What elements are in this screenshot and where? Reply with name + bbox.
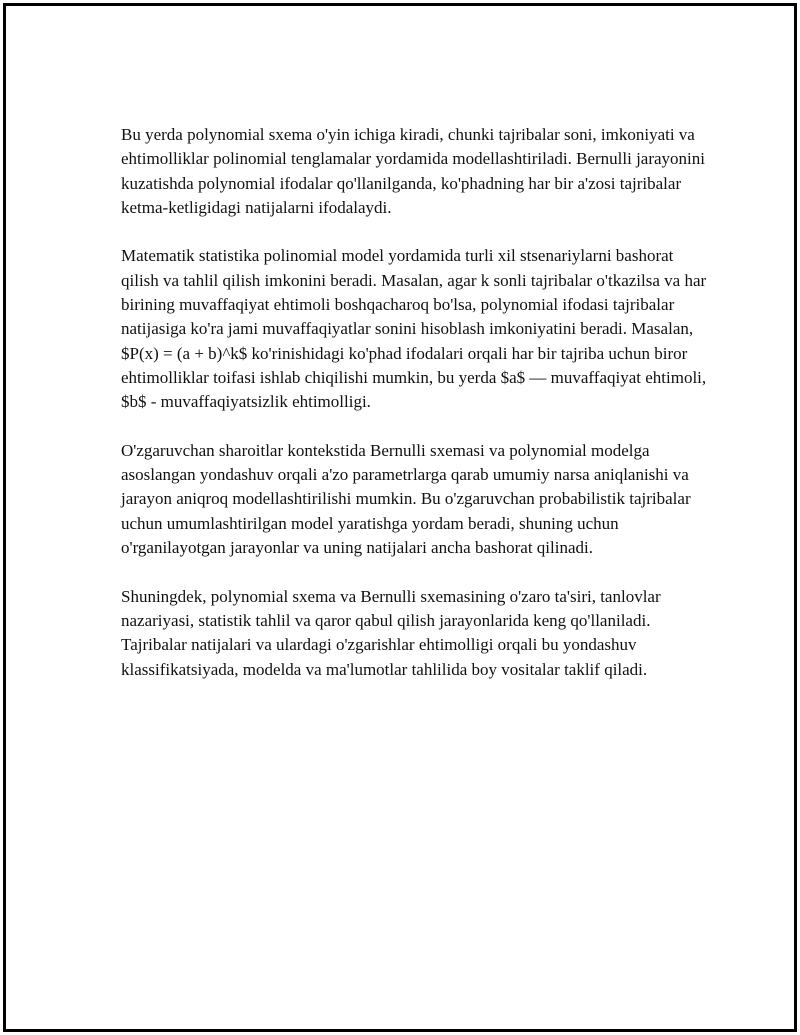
paragraph-3: O'zgaruvchan sharoitlar kontekstida Bernulli sxemasi va polynomial modelga asoslangan yondashuv orqali a'zo parametrlarga qarab umumiy narsa aniqlanishi va jarayon aniqroq modellashtirilishi mumkin. Bu o'zgaruvchan probabilistik tajribalar uchun umumlashtirilgan model yaratishga yordam beradi, shuning uchun o'rganilayotgan jarayonlar va uning natijalari ancha bashorat qilinadi.	[121, 440, 691, 558]
document-body	[121, 123, 711, 706]
paragraph-2: Matematik statistika polinomial model yordamida turli xil stsenariylarni bashorat qilish va tahlil qilish imkonini beradi. Masalan, agar k sonli tajribalar o'tkazilsa va har birining muvaffaqiyat ehtimoli boshqacharoq bo'lsa, polynomial ifodasi tajribalar natijasiga ko'ra jami muvaffaqiyatlar sonini hisoblash imkoniyatini beradi. Masalan, $P(x) = (a + b)^k$ ko'rinishidagi ko'phad ifodalari orqali har bir tajriba uchun biror ehtimolliklar toifasi ishlab chiqilishi mumkin, bu yerda $a$ — muvaffaqiyat ehtimoli, $b$ - muvaffaqiyatsizlik ehtimolligi.	[121, 246, 707, 412]
paragraph-4: Shuningdek, polynomial sxema va Bernulli sxemasining o'zaro ta'siri, tanlovlar nazariyasi, statistik tahlil va qaror qabul qilish jarayonlarida keng qo'llaniladi. Tajribalar natijalari va ulardagi o'zgarishlar ehtimolligi orqali bu yondashuv klassifikatsiyada, modelda va ma'lumotlar tahlilida boy vositalar taklif qiladi.	[121, 586, 661, 679]
paragraph-1: Bu yerda polynomial sxema o'yin ichiga kiradi, chunki tajribalar soni, imkoniyati va ehtimolliklar polinomial tenglamalar yordamida modellashtiriladi. Bernulli jarayonini kuzatishda polynomial ifodalar qo'llanilganda, ko'phadning har bir a'zosi tajribalar ketma-ketligidagi natijalarni ifodalaydi.	[121, 125, 705, 217]
page-border	[3, 3, 797, 1032]
